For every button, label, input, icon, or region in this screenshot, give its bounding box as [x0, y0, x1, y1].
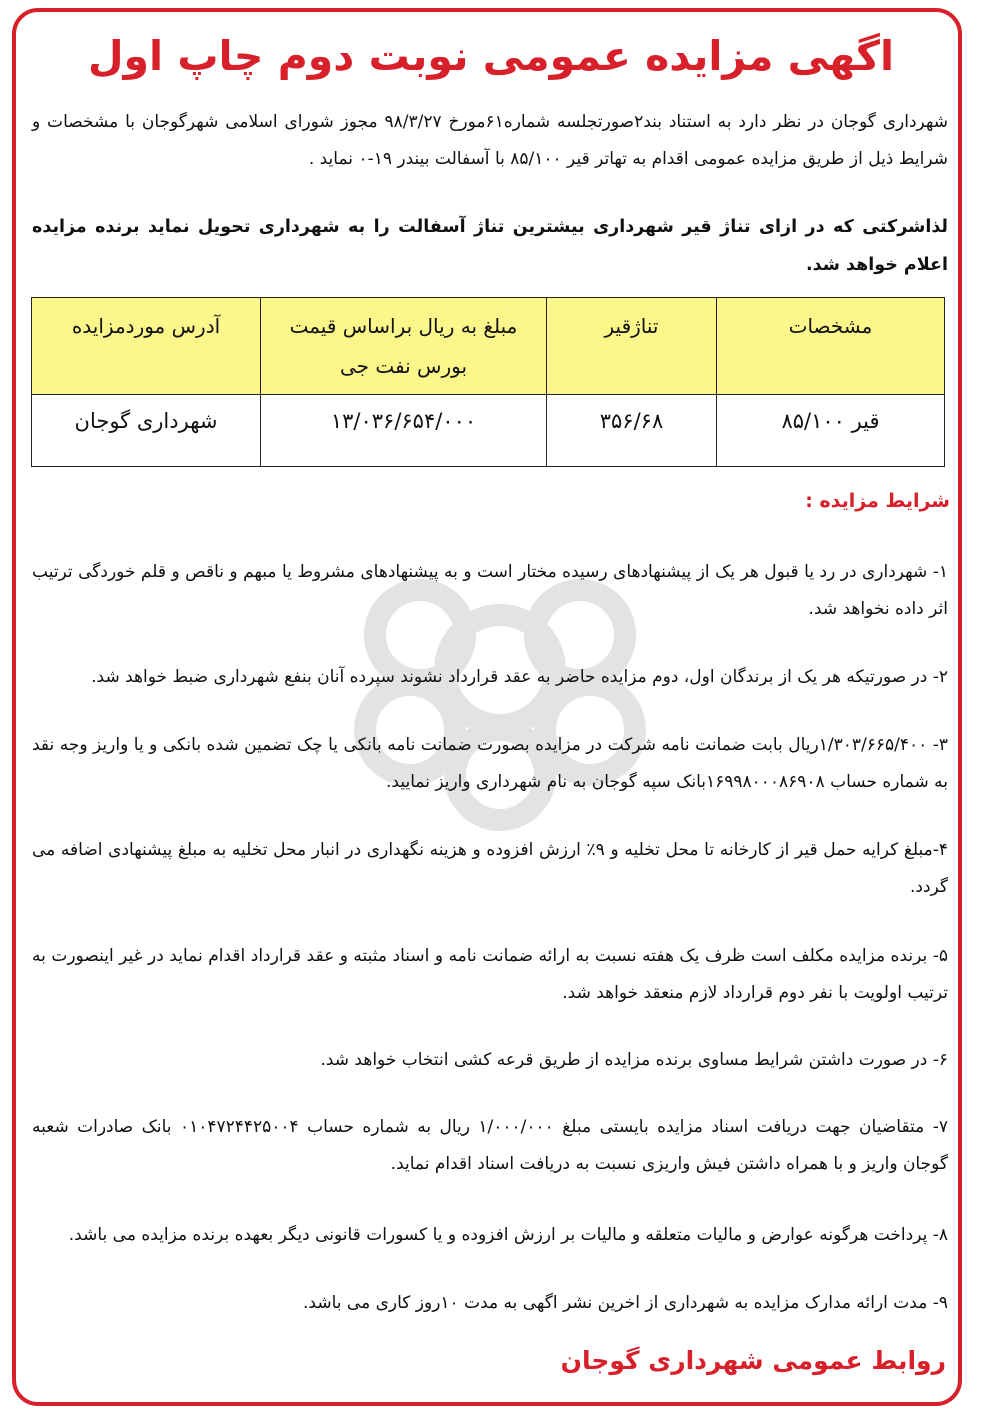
page-title: اگهی مزایده عمومی نوبت دوم چاپ اول: [87, 32, 895, 80]
condition-item: ۶- در صورت داشتن شرایط مساوی برنده مزایده از طریق قرعه کشی انتخاب خواهد شد.: [320, 1050, 948, 1070]
table-header-cell: تناژقیر: [547, 298, 717, 395]
winner-paragraph: لذاشرکتی که در ازای تناژ قیر شهرداری بیشترین تناژ آسفالت را به شهرداری تحویل نماید برنده مزایده اعلام خواهد شد.: [32, 217, 948, 275]
condition-item: ۱- شهرداری در رد یا قبول هر یک از پیشنهادهای رسیده مختار است و به پیشنهادهای مشروط یا مبهم و ناقص و قلم خوردگی ترتیب اثر داده نخواهد شد.: [32, 562, 948, 619]
table-cell: شهرداری گوجان: [32, 395, 261, 467]
table-header-cell: آدرس موردمزایده: [32, 298, 261, 395]
condition-item: ۸- پرداخت هرگونه عوارض و مالیات متعلقه و مالیات بر ارزش افزوده و یا کسورات قانونی دیگر بعهده برنده مزایده می باشد.: [68, 1225, 948, 1245]
table-row: [32, 395, 945, 467]
table-header-cell: مبلغ به ریال براساس قیمت بورس نفت جی: [261, 298, 547, 395]
conditions-title: شرایط مزایده :: [805, 490, 950, 512]
condition-item: ۷- متقاضیان جهت دریافت اسناد مزایده بایستی مبلغ ۱/۰۰۰/۰۰۰ ریال به شماره حساب ۰۱۰۴۷۲۴۴۲۵۰۰۴ بانک صادرات شعبه گوجان واریز و با همراه داشتن فیش واریزی نسبت به دریافت اسناد اقدام نماید.: [32, 1117, 948, 1174]
condition-item: ۲- در صورتیکه هر یک از برندگان اول، دوم مزایده حاضر به عقد قرارداد نشوند سپرده آنان بنفع شهرداری ضبط خواهد شد.: [91, 667, 948, 687]
condition-item: ۵- برنده مزایده مکلف است ظرف یک هفته نسبت به ارائه ضمانت نامه و اسناد مثبته و عقد قرارداد اقدام نماید در غیر اینصورت به ترتیب اولویت با نفر دوم قرارداد لازم منعقد خواهد شد.: [32, 946, 948, 1003]
table-cell: ۳۵۶/۶۸: [547, 395, 717, 467]
condition-item: ۴-مبلغ کرایه حمل قیر از کارخانه تا محل تخلیه و ۹٪ ارزش افزوده و هزینه نگهداری در انبار محل تخلیه به مبلغ پیشنهادی اضافه می گردد.: [32, 840, 949, 897]
table-cell: ۱۳/۰۳۶/۶۵۴/۰۰۰: [261, 395, 547, 467]
table-header-row: [32, 298, 945, 395]
table-cell: قیر ۸۵/۱۰۰: [717, 395, 945, 467]
condition-item: ۹- مدت ارائه مدارک مزایده به شهرداری از اخرین نشر اگهی به مدت ۱۰روز کاری می باشد.: [303, 1293, 948, 1313]
table-header-cell: مشخصات: [717, 298, 945, 395]
intro-paragraph: شهرداری گوجان در نظر دارد به استناد بند۲صورتجلسه شماره۶۱مورخ ۹۸/۳/۲۷ مجوز شورای اسلامی شهرگوجان با مشخصات و شرایط ذیل از طریق مزایده عمومی اقدام به تهاتر قیر ۸۵/۱۰۰ با آسفالت بیندر ۱۹-۰ نماید .: [32, 112, 948, 169]
condition-item: ۳- ۱/۳۰۳/۶۶۵/۴۰۰ریال بابت ضمانت نامه شرکت در مزایده بصورت ضمانت نامه بانکی یا چک تضمین شده بانکی و یا واریز وجه نقد به شماره حساب ۱۶۹۹۸۰۰۰۸۶۹۰۸بانک سپه گوجان به نام شهرداری واریز نمایید.: [32, 735, 948, 792]
footer-signature: روابط عمومی شهرداری گوجان: [560, 1346, 946, 1375]
auction-table: [31, 297, 945, 467]
